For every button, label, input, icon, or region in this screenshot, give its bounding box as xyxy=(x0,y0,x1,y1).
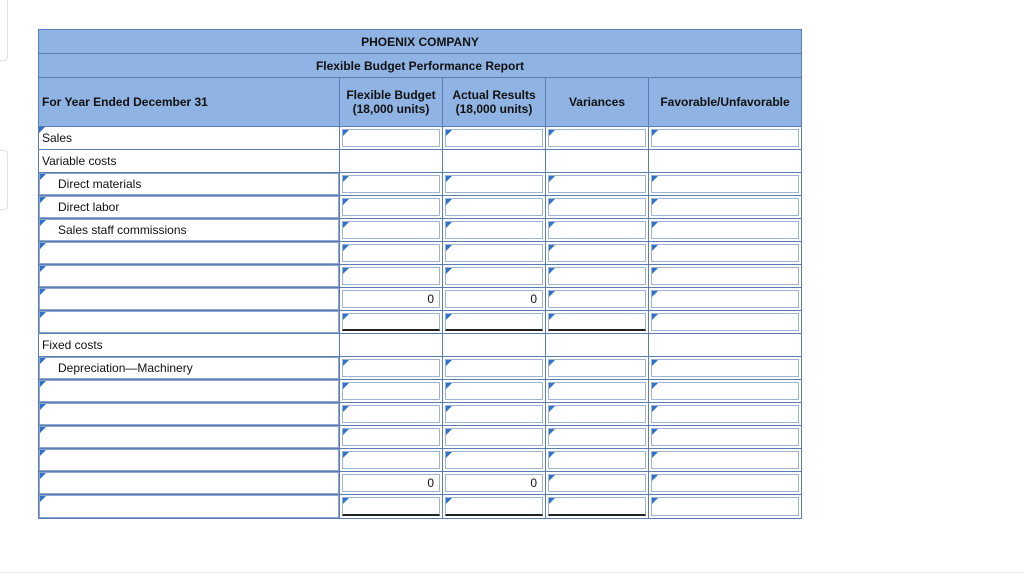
input-marker-icon xyxy=(549,383,555,389)
header-period: For Year Ended December 31 xyxy=(42,95,208,109)
input-marker-icon xyxy=(40,174,46,180)
table-row xyxy=(39,311,801,334)
input-marker-icon xyxy=(446,314,452,320)
blank-favunfav-select[interactable] xyxy=(651,451,799,469)
total-variable-label-input[interactable] xyxy=(39,288,339,310)
direct-materials-favunfav-select[interactable] xyxy=(651,175,799,193)
sales-favunfav-select[interactable] xyxy=(651,129,799,147)
depreciation-actual-input[interactable] xyxy=(445,359,543,377)
depreciation-flexible-input[interactable] xyxy=(342,359,440,377)
input-marker-icon xyxy=(549,199,555,205)
input-marker-icon xyxy=(549,245,555,251)
direct-materials-flexible-input[interactable] xyxy=(342,175,440,193)
input-marker-icon xyxy=(343,383,349,389)
blank-label-input[interactable] xyxy=(39,265,339,287)
input-marker-icon xyxy=(549,176,555,182)
input-marker-icon xyxy=(652,406,658,412)
direct-labor-flexible-input[interactable] xyxy=(342,198,440,216)
blank-label-input[interactable] xyxy=(39,403,339,425)
input-marker-icon xyxy=(446,452,452,458)
input-marker-icon xyxy=(652,314,658,320)
total-fixed-label-input[interactable] xyxy=(39,472,339,494)
input-marker-icon xyxy=(549,291,555,297)
table-row xyxy=(39,150,801,173)
total-variable-favunfav-select[interactable] xyxy=(651,290,799,308)
input-marker-icon xyxy=(343,406,349,412)
table-row xyxy=(39,357,801,380)
table-row xyxy=(39,449,801,472)
input-marker-icon xyxy=(343,222,349,228)
input-marker-icon xyxy=(652,291,658,297)
blank-favunfav-select[interactable] xyxy=(651,382,799,400)
table-row xyxy=(39,403,801,426)
input-marker-icon xyxy=(343,429,349,435)
report-title: Flexible Budget Performance Report xyxy=(39,54,801,78)
commissions-actual-input[interactable] xyxy=(445,221,543,239)
input-marker-icon xyxy=(40,427,46,433)
input-marker-icon xyxy=(446,130,452,136)
row-label-depreciation: Depreciation—Machinery xyxy=(39,357,339,379)
blank-favunfav-select[interactable] xyxy=(651,428,799,446)
total-fixed-flexible: 0 xyxy=(342,474,440,492)
bottom-rule xyxy=(0,572,1024,583)
input-marker-icon xyxy=(446,268,452,274)
blank-variance-input[interactable] xyxy=(548,382,646,400)
input-marker-icon xyxy=(446,245,452,251)
input-marker-icon xyxy=(652,452,658,458)
input-marker-icon xyxy=(343,199,349,205)
blank-variance-input[interactable] xyxy=(548,451,646,469)
input-marker-icon xyxy=(343,268,349,274)
blank-flexible-input[interactable] xyxy=(342,244,440,262)
input-marker-icon xyxy=(446,199,452,205)
input-marker-icon xyxy=(40,266,46,272)
blank-variance-input[interactable] xyxy=(548,267,646,285)
input-marker-icon xyxy=(549,406,555,412)
input-marker-icon xyxy=(40,496,46,502)
row-label-fixed-costs: Fixed costs xyxy=(42,338,103,352)
input-marker-icon xyxy=(549,498,555,504)
table-row xyxy=(39,495,801,518)
input-marker-icon xyxy=(343,176,349,182)
header-actual-results: Actual Results (18,000 units) xyxy=(442,78,545,126)
input-marker-icon xyxy=(549,130,555,136)
commissions-favunfav-select[interactable] xyxy=(651,221,799,239)
blank-actual-input[interactable] xyxy=(445,267,543,285)
total-fixed-favunfav-select[interactable] xyxy=(651,474,799,492)
blank-flexible-input[interactable] xyxy=(342,428,440,446)
input-marker-icon xyxy=(446,222,452,228)
direct-materials-actual-input[interactable] xyxy=(445,175,543,193)
table-row xyxy=(39,219,801,242)
depreciation-favunfav-select[interactable] xyxy=(651,359,799,377)
input-marker-icon xyxy=(343,245,349,251)
column-headers xyxy=(39,78,801,127)
left-panel-edge xyxy=(0,0,8,61)
income-favunfav-select[interactable] xyxy=(651,497,799,516)
table-row xyxy=(39,288,801,311)
input-marker-icon xyxy=(652,498,658,504)
input-marker-icon xyxy=(446,176,452,182)
company-name: PHOENIX COMPANY xyxy=(39,30,801,54)
input-marker-icon xyxy=(652,268,658,274)
blank-actual-input[interactable] xyxy=(445,405,543,423)
commissions-flexible-input[interactable] xyxy=(342,221,440,239)
depreciation-variance-input[interactable] xyxy=(548,359,646,377)
income-label-input[interactable] xyxy=(39,495,339,518)
contribution-favunfav-select[interactable] xyxy=(651,313,799,331)
input-marker-icon xyxy=(40,243,46,249)
table-row xyxy=(39,127,801,150)
blank-label-input[interactable] xyxy=(39,449,339,471)
input-marker-icon xyxy=(40,473,46,479)
blank-flexible-input[interactable] xyxy=(342,451,440,469)
income-variance-input[interactable] xyxy=(548,497,646,516)
table-row xyxy=(39,472,801,495)
input-marker-icon xyxy=(40,450,46,456)
total-fixed-actual: 0 xyxy=(445,474,543,492)
contribution-variance-input[interactable] xyxy=(548,313,646,331)
table-row xyxy=(39,242,801,265)
input-marker-icon xyxy=(549,314,555,320)
total-variable-actual: 0 xyxy=(445,290,543,308)
input-marker-icon xyxy=(652,222,658,228)
input-marker-icon xyxy=(549,452,555,458)
input-marker-icon xyxy=(652,130,658,136)
input-marker-icon xyxy=(343,498,349,504)
input-marker-icon xyxy=(652,429,658,435)
direct-labor-variance-input[interactable] xyxy=(548,198,646,216)
header-variances: Variances xyxy=(545,78,648,126)
row-label-direct-labor: Direct labor xyxy=(39,196,339,218)
input-marker-icon xyxy=(652,199,658,205)
contribution-label-input[interactable] xyxy=(39,311,339,333)
input-marker-icon xyxy=(549,268,555,274)
input-marker-icon xyxy=(652,360,658,366)
table-row xyxy=(39,426,801,449)
input-marker-icon xyxy=(40,312,46,318)
input-marker-icon xyxy=(652,383,658,389)
blank-actual-input[interactable] xyxy=(445,451,543,469)
input-marker-icon xyxy=(549,429,555,435)
contribution-actual-input[interactable] xyxy=(445,313,543,331)
table-row xyxy=(39,380,801,403)
table-row xyxy=(39,265,801,288)
direct-materials-variance-input[interactable] xyxy=(548,175,646,193)
total-variable-flexible: 0 xyxy=(342,290,440,308)
input-marker-icon xyxy=(549,360,555,366)
table-row xyxy=(39,196,801,219)
input-marker-icon xyxy=(446,498,452,504)
input-marker-icon xyxy=(40,381,46,387)
direct-labor-favunfav-select[interactable] xyxy=(651,198,799,216)
total-fixed-variance-input[interactable] xyxy=(548,474,646,492)
blank-favunfav-select[interactable] xyxy=(651,267,799,285)
input-marker-icon xyxy=(40,358,46,364)
header-flexible-budget: Flexible Budget (18,000 units) xyxy=(339,78,442,126)
sales-variance-input[interactable] xyxy=(548,129,646,147)
blank-actual-input[interactable] xyxy=(445,382,543,400)
commissions-variance-input[interactable] xyxy=(548,221,646,239)
input-marker-icon xyxy=(446,360,452,366)
blank-actual-input[interactable] xyxy=(445,428,543,446)
table-row xyxy=(39,173,801,196)
row-label-sales: Sales xyxy=(39,127,339,149)
row-label-variable-costs: Variable costs xyxy=(42,154,117,168)
income-actual-input[interactable] xyxy=(445,497,543,516)
input-marker-icon xyxy=(446,383,452,389)
input-marker-icon xyxy=(549,475,555,481)
row-label-sales-commissions: Sales staff commissions xyxy=(39,219,339,241)
blank-label-input[interactable] xyxy=(39,380,339,402)
input-marker-icon xyxy=(343,130,349,136)
input-marker-icon xyxy=(40,289,46,295)
input-marker-icon xyxy=(652,176,658,182)
input-marker-icon xyxy=(40,220,46,226)
blank-flexible-input[interactable] xyxy=(342,382,440,400)
table-row xyxy=(39,334,801,357)
blank-label-input[interactable] xyxy=(39,426,339,448)
input-marker-icon xyxy=(343,314,349,320)
input-marker-icon xyxy=(652,245,658,251)
input-marker-icon xyxy=(549,222,555,228)
input-marker-icon xyxy=(40,404,46,410)
input-marker-icon xyxy=(446,406,452,412)
sales-actual-input[interactable] xyxy=(445,129,543,147)
blank-variance-input[interactable] xyxy=(548,244,646,262)
contribution-flexible-input[interactable] xyxy=(342,313,440,331)
input-marker-icon xyxy=(652,475,658,481)
blank-favunfav-select[interactable] xyxy=(651,244,799,262)
blank-label-input[interactable] xyxy=(39,242,339,264)
blank-variance-input[interactable] xyxy=(548,405,646,423)
performance-report-table xyxy=(38,29,802,519)
sales-flexible-input[interactable] xyxy=(342,129,440,147)
blank-actual-input[interactable] xyxy=(445,244,543,262)
total-variable-variance-input[interactable] xyxy=(548,290,646,308)
input-marker-icon xyxy=(343,452,349,458)
blank-favunfav-select[interactable] xyxy=(651,405,799,423)
row-label-direct-materials: Direct materials xyxy=(39,173,339,195)
blank-variance-input[interactable] xyxy=(548,428,646,446)
input-marker-icon xyxy=(343,360,349,366)
header-favorable-unfavorable: Favorable/Unfavorable xyxy=(648,78,801,126)
direct-labor-actual-input[interactable] xyxy=(445,198,543,216)
income-flexible-input[interactable] xyxy=(342,497,440,516)
blank-flexible-input[interactable] xyxy=(342,405,440,423)
left-panel-edge-lower xyxy=(0,150,8,210)
input-marker-icon xyxy=(39,127,45,133)
input-marker-icon xyxy=(446,429,452,435)
input-marker-icon xyxy=(40,197,46,203)
blank-flexible-input[interactable] xyxy=(342,267,440,285)
